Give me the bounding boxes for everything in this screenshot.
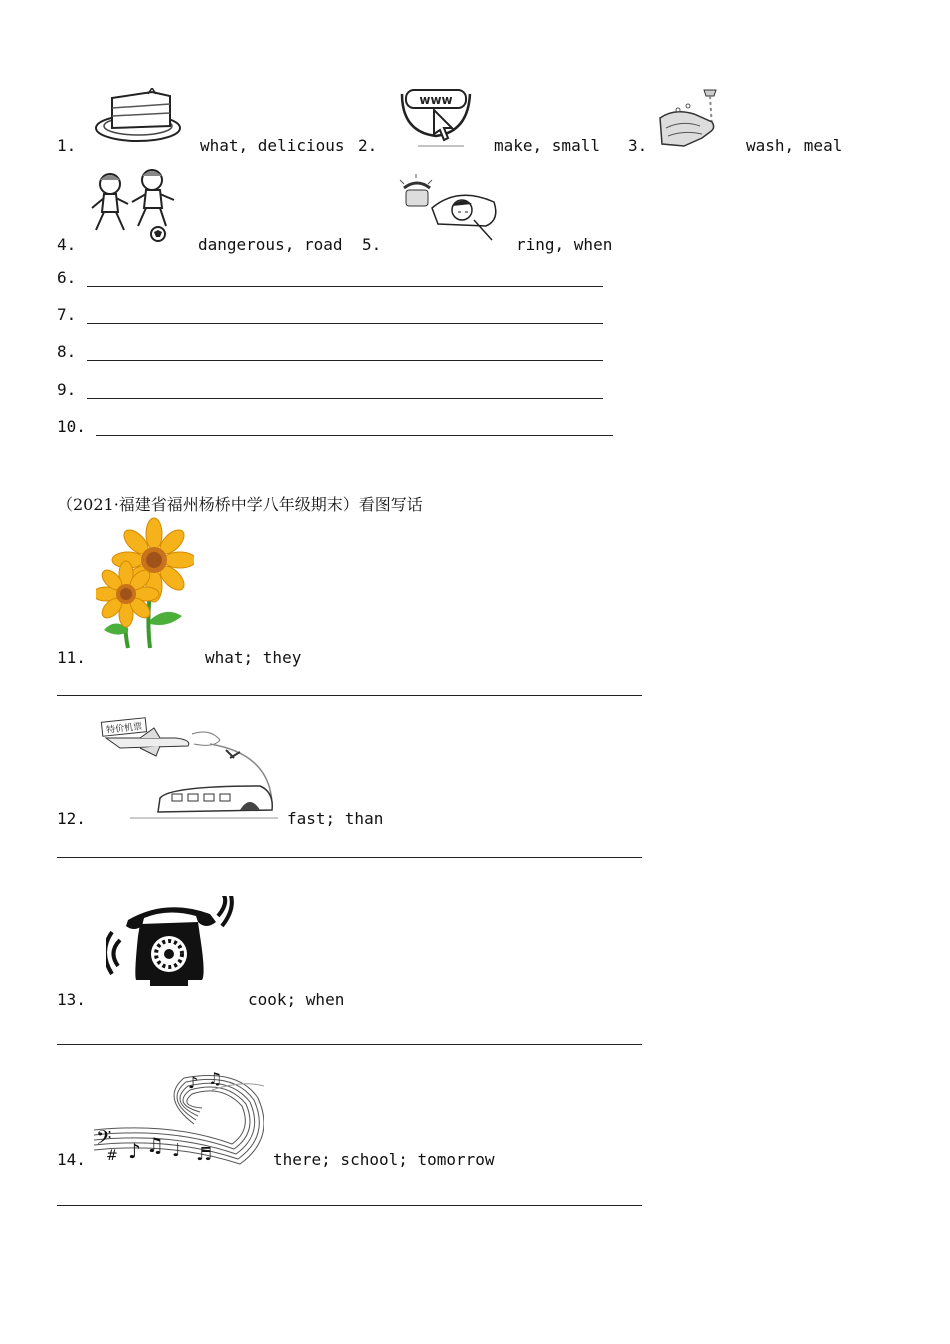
kids-playing-football-icon bbox=[88, 168, 184, 244]
answer-8-line[interactable] bbox=[87, 360, 603, 361]
item-4-number: 4. bbox=[57, 235, 77, 254]
svg-text:♬: ♬ bbox=[196, 1144, 213, 1165]
item-3-number: 3. bbox=[628, 136, 648, 155]
svg-text:♫: ♫ bbox=[208, 1069, 223, 1088]
item-4-keywords: dangerous, road bbox=[198, 235, 343, 254]
item-12-keywords: fast; than bbox=[287, 809, 384, 828]
answer-7-number: 7. bbox=[57, 305, 77, 324]
section-title: （2021·福建省福州杨桥中学八年级期末）看图写话 bbox=[57, 495, 423, 514]
svg-text:♫: ♫ bbox=[146, 1133, 164, 1157]
svg-text:𝄢: 𝄢 bbox=[96, 1126, 112, 1154]
item-13-keywords: cook; when bbox=[248, 990, 345, 1009]
svg-text:www: www bbox=[419, 93, 453, 107]
item-2-keywords: make, small bbox=[494, 136, 600, 155]
svg-text:#: # bbox=[106, 1148, 118, 1164]
item-5-keywords: ring, when bbox=[516, 235, 613, 254]
item-14-number: 14. bbox=[57, 1150, 86, 1169]
svg-text:♪: ♪ bbox=[128, 1139, 141, 1163]
answer-9-line[interactable] bbox=[87, 398, 603, 399]
music-notes-icon bbox=[92, 1060, 264, 1168]
svg-text:♪: ♪ bbox=[188, 1073, 199, 1092]
answer-7-line[interactable] bbox=[87, 323, 603, 324]
www-click-icon bbox=[398, 88, 474, 150]
answer-9-number: 9. bbox=[57, 380, 77, 399]
item-1-keywords: what, delicious bbox=[200, 136, 345, 155]
item-14-keywords: there; school; tomorrow bbox=[273, 1150, 495, 1169]
answer-6-number: 6. bbox=[57, 268, 77, 287]
hand-washing-icon bbox=[654, 88, 730, 154]
svg-text:♩: ♩ bbox=[172, 1140, 181, 1161]
telephone-ringing-icon bbox=[106, 896, 238, 990]
item-11-keywords: what; they bbox=[205, 648, 302, 667]
answer-10-number: 10. bbox=[57, 417, 86, 436]
answer-8-number: 8. bbox=[57, 342, 77, 361]
answer-10-line[interactable] bbox=[96, 435, 613, 436]
phone-ringing-sleeping-boy-icon bbox=[398, 174, 502, 244]
item-3-keywords: wash, meal bbox=[746, 136, 843, 155]
item-12-number: 12. bbox=[57, 809, 86, 828]
plane-and-train-icon bbox=[100, 714, 280, 826]
item-1-number: 1. bbox=[57, 136, 77, 155]
answer-14-line[interactable] bbox=[57, 1205, 642, 1206]
cake-plate-icon bbox=[92, 88, 184, 144]
item-13-number: 13. bbox=[57, 990, 86, 1009]
answer-13-line[interactable] bbox=[57, 1044, 642, 1045]
item-2-number: 2. bbox=[358, 136, 378, 155]
answer-11-line[interactable] bbox=[57, 695, 642, 696]
answer-12-line[interactable] bbox=[57, 857, 642, 858]
answer-6-line[interactable] bbox=[87, 286, 603, 287]
item-11-number: 11. bbox=[57, 648, 86, 667]
item-5-number: 5. bbox=[362, 235, 382, 254]
plane-banner-text: 特价机票 bbox=[105, 722, 143, 736]
sunflowers-icon bbox=[96, 516, 194, 650]
